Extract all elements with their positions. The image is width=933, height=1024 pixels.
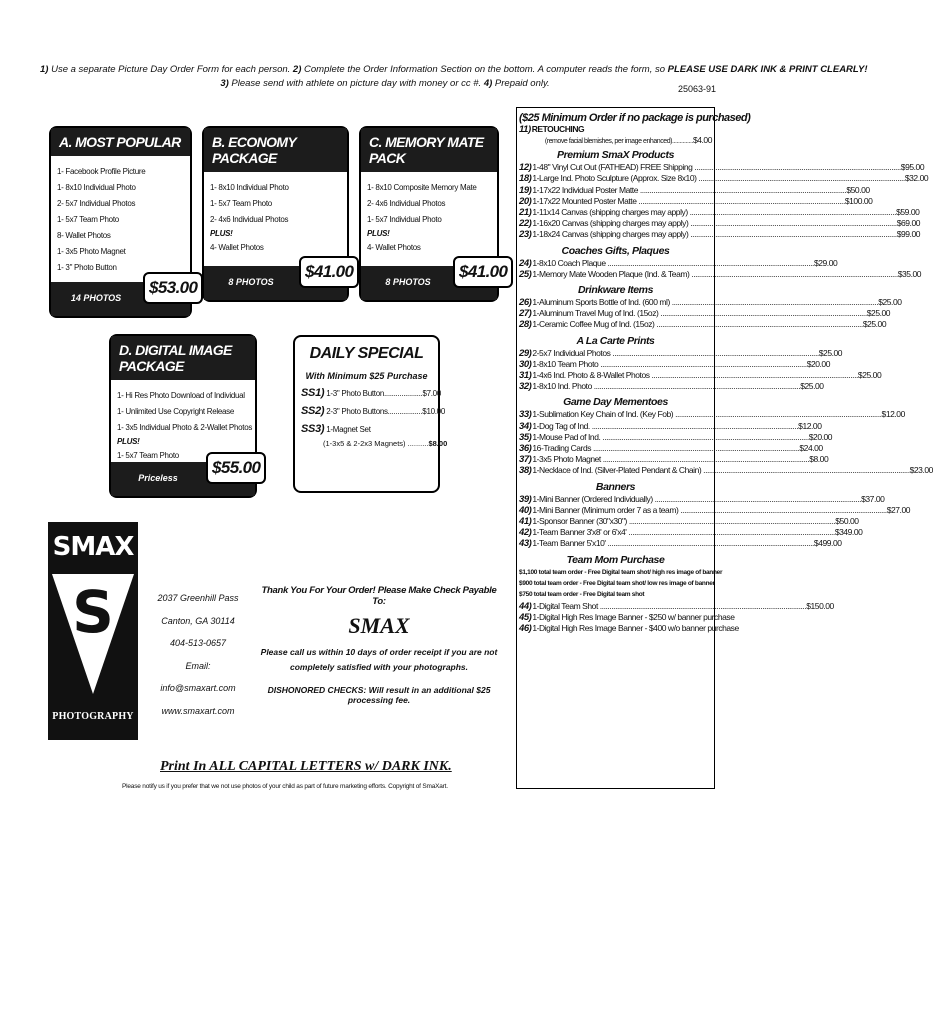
product-row[interactable]: [519, 218, 921, 230]
item-number: 36): [519, 443, 532, 455]
item-price: $37.00: [861, 493, 885, 504]
team-mom-note: $900 total team order - Free Digital team shot/ low res image of banner: [519, 579, 715, 587]
list-item: 2- 4x6 Individual Photos: [367, 199, 446, 208]
item-price: $20.00: [808, 431, 833, 442]
address-street: 2037 Greenhill Pass: [157, 593, 239, 603]
list-item: 1- 3x5 Individual Photo & 2-Wallet Photos: [117, 423, 253, 432]
product-row[interactable]: [519, 465, 933, 477]
plus-label: PLUS!: [367, 229, 390, 238]
marketing-notice: Please notify us if you prefer that we not use photos of your child as part of future marketing efforts. Copyright of SmaXart.: [122, 783, 448, 790]
minimum-order-note: ($25 Minimum Order if no package is purchased): [519, 112, 751, 124]
list-item: 1- 5x7 Team Photo: [57, 215, 119, 224]
product-row[interactable]: [519, 381, 824, 393]
item-price: $32.00: [904, 173, 929, 184]
text: 2): [292, 64, 302, 75]
address-city: Canton, GA 30114: [161, 615, 235, 626]
item-price: $100.00: [844, 195, 873, 206]
daily-special-title: DAILY SPECIAL: [309, 345, 424, 362]
item-price: $24.00: [799, 443, 823, 454]
item-description: 16-Trading Cards .....: [532, 443, 799, 454]
item-number: 25): [519, 268, 532, 280]
item-description: 1-16x20 Canvas (shipping charges may apply) .....: [532, 218, 896, 229]
product-row[interactable]: [519, 184, 870, 196]
item-number: 34): [519, 420, 532, 432]
team-mom-note: $1,100 total team order - Free Digital team shot/ high res image of banner: [519, 568, 723, 576]
item-description: 1-17x22 Mounted Poster Matte .....: [532, 196, 844, 207]
item-price: $499.00: [813, 538, 842, 549]
list-item: 1- 3x5 Photo Magnet: [57, 247, 126, 256]
package-b-price: $41.00: [299, 256, 359, 288]
item-description: 1-11x14 Canvas (shipping charges may apply) .....: [532, 207, 896, 218]
package-c[interactable]: [359, 126, 508, 302]
item-description: 1-8x10 Coach Plaque .....: [532, 258, 814, 269]
list-item: 1- 8x10 Individual Photo: [57, 183, 136, 192]
item-description: 2-5x7 Individual Photos .....: [532, 348, 818, 359]
product-row[interactable]: [519, 409, 905, 421]
product-row[interactable]: [519, 420, 822, 432]
list-item: 4- Wallet Photos: [367, 243, 421, 252]
item-number: 45): [519, 611, 532, 623]
item-price: $50.00: [835, 516, 859, 527]
smax-logo: [48, 522, 138, 740]
product-row[interactable]: [519, 308, 891, 320]
list-item: 4- Wallet Photos: [210, 243, 264, 252]
package-c-items: [361, 172, 497, 256]
list-item: 1- 8x10 Individual Photo: [210, 183, 289, 192]
section-title: Drinkware Items: [577, 284, 654, 297]
item-number: 42): [519, 527, 532, 539]
package-c-title: C. MEMORY MATE PACK: [361, 128, 497, 172]
plus-label: PLUS!: [210, 229, 233, 238]
section-title: Banners: [595, 480, 636, 493]
special-code: SS3): [301, 423, 325, 435]
item-description: 1-Dog Tag of Ind. .....: [532, 421, 798, 432]
package-b-footer: [204, 262, 354, 300]
team-mom-note: $750 total team order - Free Digital team shot: [519, 591, 645, 599]
product-row[interactable]: [519, 358, 830, 370]
satisfaction-note: Please call us within 10 days of order receipt if you are not completely satisfied with your photographs.: [260, 647, 498, 672]
list-item: 8- Wallet Photos: [57, 231, 111, 240]
item-price: $25.00: [878, 297, 902, 308]
package-d-price: $55.00: [206, 452, 266, 484]
address-web: www.smaxart.com: [161, 705, 235, 716]
list-item: 1- 3" Photo Button: [57, 263, 117, 272]
section-title: Coaches Gifts, Plaques: [561, 244, 670, 257]
product-row[interactable]: [519, 493, 885, 505]
package-d-count: Priceless: [138, 473, 178, 483]
instructions-line-2: [40, 78, 730, 89]
item-number: 46): [519, 622, 532, 634]
package-d-footer: [111, 458, 261, 496]
product-row[interactable]: [519, 370, 882, 382]
text: 1): [40, 64, 49, 75]
item-description: 1-Mini Banner (Minimum order 7 as a team) .....: [532, 505, 886, 516]
product-row[interactable]: [519, 162, 925, 174]
package-c-count: 8 PHOTOS: [385, 277, 431, 287]
item-price: $8.00: [809, 454, 829, 465]
a-la-carte-column: [516, 107, 933, 789]
package-d[interactable]: [109, 334, 261, 498]
logo-brand: SMAX: [52, 532, 134, 562]
item-number: 31): [519, 370, 532, 382]
retouching-desc: [519, 135, 712, 145]
item-description: 1-17x22 Individual Poster Matte .....: [532, 185, 846, 196]
item-description: 1-Digital Team Shot .....: [532, 601, 806, 612]
text: (remove facial blemishes, per image enhanced)..............: [544, 138, 693, 146]
product-row[interactable]: [519, 268, 922, 280]
special-code: SS1): [301, 387, 325, 399]
text: 1-Digital High Res Image Banner - $250 w/ banner purchase: [532, 611, 735, 622]
daily-special-row: [301, 423, 432, 435]
item-price: $50.00: [846, 184, 870, 195]
text: 1-3" Photo Button....................: [326, 389, 423, 398]
special-code: SS2): [301, 405, 325, 417]
item-price: $150.00: [806, 600, 834, 611]
product-row[interactable]: [519, 600, 834, 612]
list-item: 2- 5x7 Individual Photos: [57, 199, 136, 208]
item-description: 1-Mouse Pad of Ind. .....: [532, 432, 808, 443]
item-price: $95.00: [900, 162, 925, 173]
daily-special-row: [301, 405, 445, 417]
list-item: 1- 8x10 Composite Memory Mate: [367, 183, 477, 192]
item-description: 1-Sponsor Banner (30"x30") .....: [532, 516, 835, 527]
item-price: $25.00: [818, 347, 843, 358]
text: Use a separate Picture Day Order Form for each person.: [51, 64, 291, 75]
item-price: $99.00: [896, 229, 921, 240]
text: Complete the Order Information Section on the bottom. A computer reads the form, so: [304, 64, 666, 75]
package-b-count: 8 PHOTOS: [228, 277, 274, 287]
package-a[interactable]: [49, 126, 198, 318]
item-number: 18): [519, 173, 532, 185]
item-price: $35.00: [897, 268, 922, 279]
item-description: 1-3x5 Photo Magnet .....: [532, 454, 809, 465]
item-description: 1-Team Banner 5'x10' .....: [532, 538, 814, 549]
package-d-title: D. DIGITAL IMAGE PACKAGE: [111, 336, 255, 380]
item-number: 19): [519, 184, 532, 196]
section-title: Game Day Mementoes: [563, 396, 668, 409]
text: $7.00: [422, 389, 441, 398]
item-number: 26): [519, 297, 532, 309]
item-description: 1-Mini Banner (Ordered Individually) .....: [532, 494, 861, 505]
list-item: 2- 4x6 Individual Photos: [210, 215, 289, 224]
item-price: $12.00: [798, 420, 822, 431]
text: $8.00: [428, 439, 448, 448]
product-row[interactable]: [519, 622, 739, 634]
list-item: 1- Facebook Profile Picture: [57, 167, 146, 176]
text: (1-3x5 & 2-2x3 Magnets) ..........: [323, 439, 429, 448]
item-description: 1-Necklace of Ind. (Silver-Plated Pendant & Chain) .....: [532, 465, 909, 476]
package-b[interactable]: [202, 126, 354, 302]
text: PLEASE USE DARK INK & PRINT CLEARLY!: [667, 64, 868, 75]
thanks-line: Thank You For Your Order! Please Make Check Payable To:: [261, 585, 497, 607]
print-instruction: Print In ALL CAPITAL LETTERS w/ DARK INK.: [160, 759, 452, 774]
product-row[interactable]: [519, 207, 920, 219]
product-row[interactable]: [519, 173, 929, 185]
product-row[interactable]: [519, 611, 735, 623]
item-price: $29.00: [813, 257, 838, 268]
item-price: $20.00: [806, 358, 830, 369]
item-number: 37): [519, 454, 532, 466]
package-b-title: B. ECONOMY PACKAGE: [204, 128, 347, 172]
item-number: 11): [519, 124, 531, 135]
item-number: 21): [519, 207, 532, 219]
item-number: 30): [519, 358, 532, 370]
product-row[interactable]: [519, 319, 887, 331]
text: 3): [220, 78, 229, 89]
item-number: 44): [519, 600, 532, 612]
section-title: A La Carte Prints: [576, 334, 655, 347]
item-description: 1-18x24 Canvas (shipping charges may apply) .....: [532, 229, 896, 240]
package-a-count: 14 PHOTOS: [70, 293, 122, 303]
item-description: 1-Team Banner 3'x8' or 6'x4' .....: [532, 527, 834, 538]
list-item: 1- Unlimited Use Copyright Release: [117, 407, 234, 416]
dishonored-checks-note: DISHONORED CHECKS: Will result in an additional $25 processing fee.: [267, 685, 491, 705]
package-c-price: $41.00: [453, 256, 513, 288]
item-price: $25.00: [857, 370, 882, 381]
item-number: 39): [519, 493, 532, 505]
item-description: 1-8x10 Team Photo .....: [532, 359, 806, 370]
section-title: Premium SmaX Products: [556, 149, 675, 162]
item-description: 1-Memory Mate Wooden Plaque (Ind. & Team) .....: [532, 269, 897, 280]
package-b-items: [204, 172, 347, 256]
text: 4): [483, 78, 493, 89]
item-number: 22): [519, 218, 532, 230]
item-number: 29): [519, 347, 532, 359]
logo-letter: S: [72, 578, 114, 646]
product-row[interactable]: [519, 257, 838, 269]
daily-special-ss3-sub: [323, 439, 448, 448]
payee-name: SMAX: [348, 613, 410, 638]
list-item: 1- 5x7 Team Photo: [210, 199, 272, 208]
item-description: 1-8x10 Ind. Photo .....: [532, 381, 800, 392]
item-number: 27): [519, 308, 532, 320]
plus-label: PLUS!: [117, 437, 140, 446]
item-price: $12.00: [881, 409, 905, 420]
item-number: 33): [519, 409, 532, 421]
product-row[interactable]: [519, 504, 911, 516]
product-row[interactable]: [519, 538, 842, 550]
contact-address: [148, 587, 248, 722]
item-number: 12): [519, 162, 532, 174]
text: $10.00: [422, 407, 445, 416]
address-email: Email: info@smaxart.com: [160, 660, 236, 693]
package-c-footer: [361, 262, 508, 300]
item-description: 1-Ceramic Coffee Mug of Ind. (15oz) .....: [532, 319, 862, 330]
item-number: 28): [519, 319, 532, 331]
item-number: 32): [519, 381, 532, 393]
item-description: 1-Aluminum Travel Mug of Ind. (15oz) .....: [532, 308, 866, 319]
item-number: 41): [519, 516, 532, 528]
list-item: 1- 5x7 Team Photo: [117, 451, 179, 460]
item-description: 1-Large Ind. Photo Sculpture (Approx. Size 8x10) .....: [532, 173, 904, 184]
item-description: 1-48" Vinyl Cut Out (FATHEAD) FREE Shipping .....: [532, 162, 900, 173]
package-a-price: $53.00: [143, 272, 203, 304]
text: Prepaid only.: [494, 78, 550, 89]
section-title: Team Mom Purchase: [566, 553, 665, 566]
daily-special[interactable]: [293, 335, 448, 493]
text: 2-3" Photo Buttons..................: [326, 407, 423, 416]
item-number: 35): [519, 431, 532, 443]
product-row[interactable]: [519, 527, 863, 539]
item-price: $27.00: [886, 504, 911, 515]
list-item: 1- 5x7 Individual Photo: [367, 215, 442, 224]
package-a-title: A. MOST POPULAR: [51, 128, 190, 156]
item-number: 23): [519, 229, 532, 241]
product-row[interactable]: [519, 229, 921, 241]
list-item: 1- Hi Res Photo Download of Individual: [117, 391, 245, 400]
product-row[interactable]: [519, 347, 843, 359]
product-row[interactable]: [519, 195, 873, 207]
text: 1-Magnet Set: [326, 425, 371, 434]
item-description: 1-Sublimation Key Chain of Ind. (Key Fob) .....: [532, 409, 881, 420]
product-row[interactable]: [519, 516, 859, 528]
instructions-line-1: [40, 64, 868, 75]
product-row[interactable]: [519, 431, 833, 443]
text: RETOUCHING: [531, 124, 585, 134]
product-row[interactable]: [519, 297, 902, 309]
retouching-row[interactable]: [519, 124, 712, 135]
text: Please send with athlete on picture day with money or cc #.: [231, 78, 482, 89]
text: $4.00: [692, 135, 712, 146]
address-phone: 404-513-0657: [169, 638, 227, 648]
item-price: $69.00: [896, 218, 921, 229]
logo-tagline: PHOTOGRAPHY: [52, 711, 134, 722]
item-description: 1-4x6 Ind. Photo & 8-Wallet Photos .....: [532, 370, 858, 381]
item-description: 1-Aluminum Sports Bottle of Ind. (600 ml) .....: [532, 297, 878, 308]
package-a-footer: [51, 278, 198, 316]
item-number: 43): [519, 538, 532, 550]
item-price: $59.00: [896, 207, 920, 218]
form-number: 25063-91: [678, 84, 717, 94]
item-number: 40): [519, 504, 532, 516]
payment-info: [254, 585, 504, 705]
item-number: 38): [519, 465, 532, 477]
daily-special-row: [301, 387, 441, 399]
product-row[interactable]: [519, 454, 829, 466]
daily-special-subtitle: With Minimum $25 Purchase: [305, 371, 428, 381]
text: 1-Digital High Res Image Banner - $400 w/o banner purchase: [532, 622, 739, 633]
package-a-items: [51, 156, 190, 276]
product-row[interactable]: [519, 443, 823, 455]
item-price: $25.00: [800, 381, 824, 392]
item-price: $349.00: [834, 527, 863, 538]
item-price: $23.00: [909, 465, 933, 476]
item-price: $25.00: [866, 308, 891, 319]
item-number: 24): [519, 257, 532, 269]
item-number: 20): [519, 195, 532, 207]
item-price: $25.00: [862, 319, 887, 330]
